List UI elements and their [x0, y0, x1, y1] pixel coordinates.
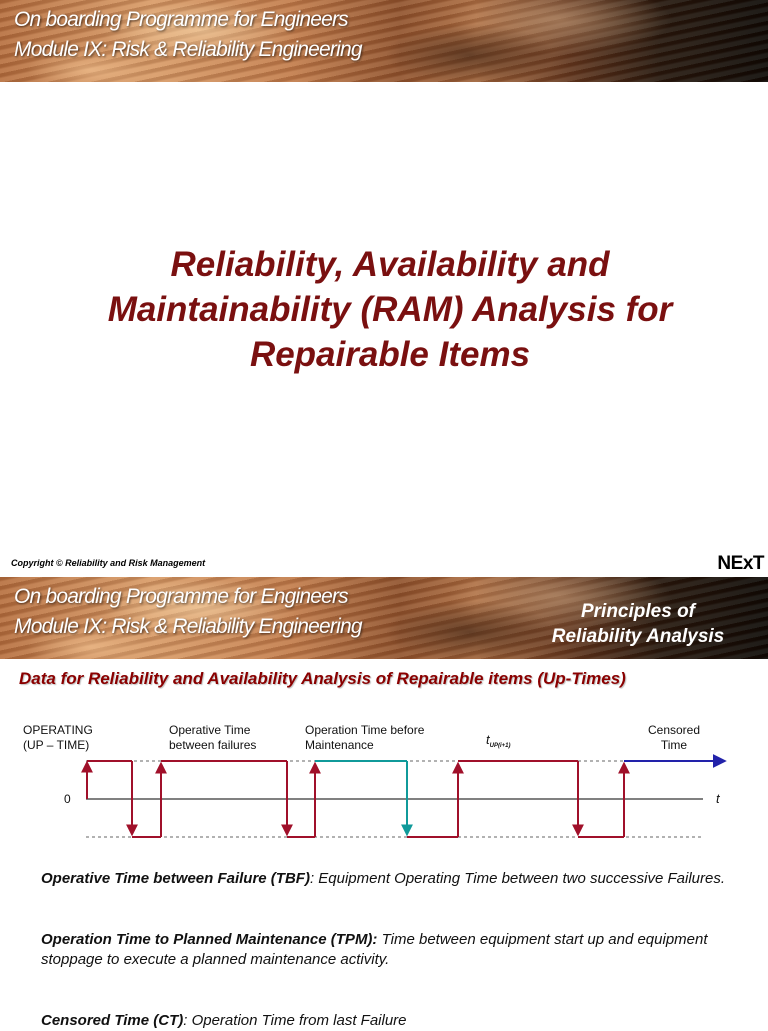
banner-title-line-1: On boarding Programme for Engineers	[14, 8, 348, 31]
copyright-notice: Copyright © Reliability and Risk Management	[11, 558, 206, 568]
tbf-label-line-1: Operative Time	[169, 723, 251, 737]
banner-subtitle-line-2: Reliability Analysis	[551, 626, 725, 647]
censored-label-line-1: Censored	[647, 723, 701, 737]
definition-text: : Equipment Operating Time between two successive Failures.	[309, 870, 726, 887]
definition-tbf	[41, 869, 731, 889]
t-up-main: t	[486, 732, 490, 747]
slide-title-line-3: Repairable Items	[249, 335, 531, 374]
t-up-label	[486, 732, 510, 749]
operating-label-line-1: OPERATING	[23, 723, 93, 737]
zero-label: 0	[64, 792, 71, 806]
censored-label-line-2: Time	[660, 738, 688, 752]
time-axis-label: t	[716, 791, 720, 806]
slide-title-line-2: Maintainability (RAM) Analysis for	[107, 290, 673, 329]
operating-label-line-2: (UP – TIME)	[23, 738, 90, 752]
up-time-diagram	[0, 712, 768, 852]
definition-term: Operation Time to Planned Maintenance (TPM):	[41, 931, 378, 948]
banner-title-line-2: Module IX: Risk & Reliability Engineering	[14, 38, 362, 61]
banner-title-line-2: Module IX: Risk & Reliability Engineering	[14, 615, 362, 638]
tpm-label-line-2: Maintenance	[305, 738, 374, 752]
tpm-label-line-1: Operation Time before	[305, 723, 425, 737]
definition-ct	[41, 1011, 731, 1031]
definition-text: : Operation Time from last Failure	[183, 1012, 407, 1029]
tbf-label-line-2: between failures	[169, 738, 257, 752]
definition-term: Censored Time (CT)	[41, 1012, 184, 1029]
slide-2-banner	[0, 577, 768, 659]
definition-term: Operative Time between Failure (TBF)	[41, 870, 310, 887]
slide-1-banner	[0, 0, 768, 82]
banner-title-line-1: On boarding Programme for Engineers	[14, 585, 348, 608]
slide-title	[40, 242, 740, 377]
section-heading: Data for Reliability and Availability Analysis of Repairable items (Up-Times)	[19, 669, 626, 688]
slide-title-line-1: Reliability, Availability and	[170, 245, 610, 284]
t-up-subscript: UP(i+1)	[489, 743, 511, 749]
banner-subtitle-line-1: Principles of	[580, 601, 696, 622]
next-logo: NExT	[717, 553, 764, 574]
definition-text: Time between equipment start up and equipment stoppage to execute a planned maintenance activity.	[41, 931, 708, 968]
banner-subtitle	[528, 599, 748, 649]
definition-tpm	[41, 930, 731, 970]
